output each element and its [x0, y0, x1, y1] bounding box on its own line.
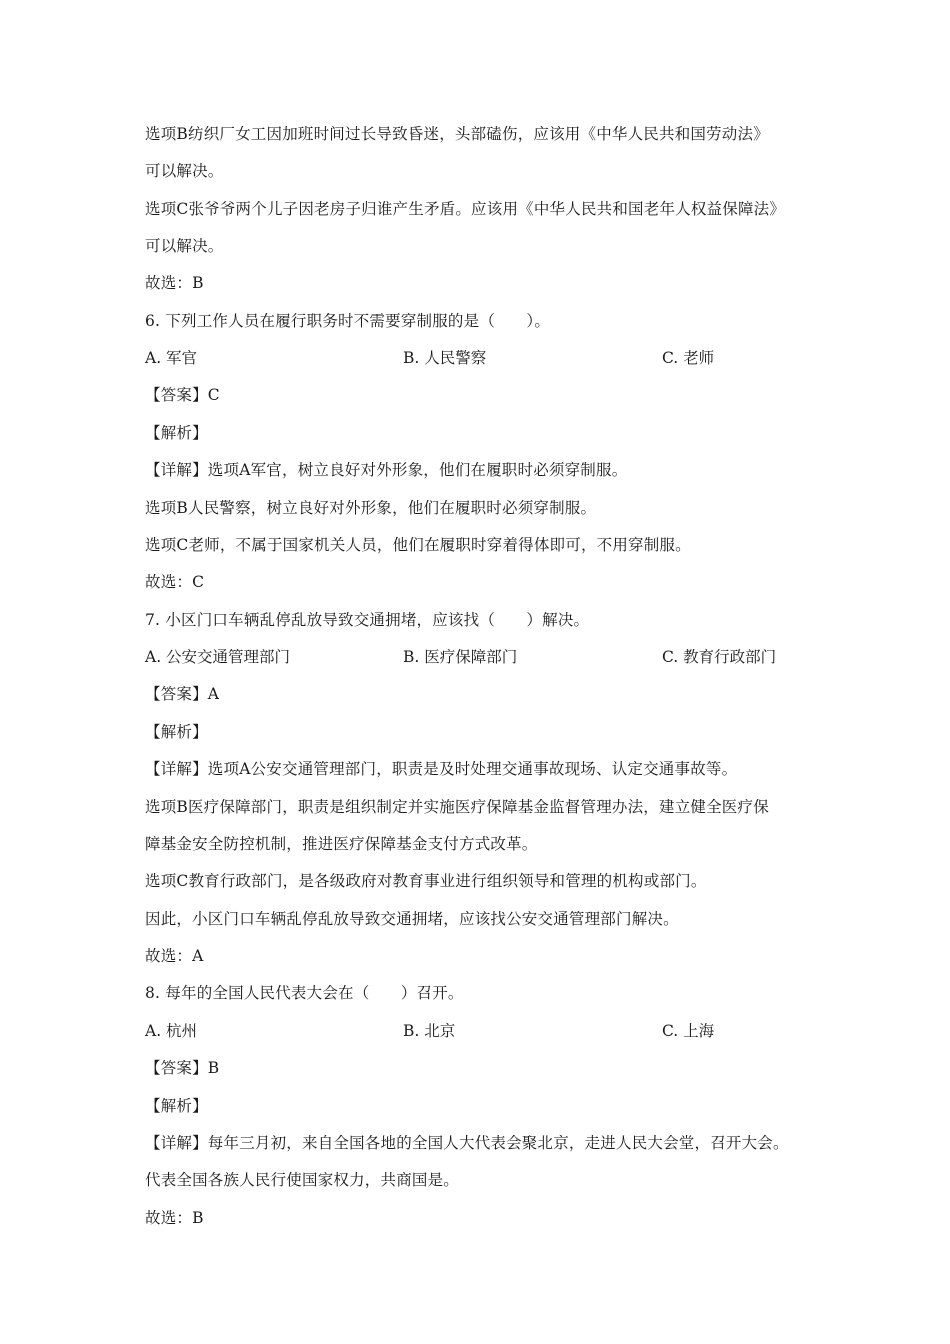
q8-choice: 故选：B: [145, 1209, 204, 1227]
q8-options: [145, 1020, 825, 1042]
q5-explanation-b-line2: 可以解决。: [145, 162, 224, 180]
q6-answer: 【答案】C: [145, 386, 220, 404]
q8-answer: 【答案】B: [145, 1059, 220, 1077]
q6-detail-a: 【详解】选项A军官，树立良好对外形象，他们在履职时必须穿制服。: [145, 461, 628, 479]
q5-explanation-c-line2: 可以解决。: [145, 237, 224, 255]
q7-choice: 故选：A: [145, 947, 204, 965]
q7-detail-b-line1: 选项B医疗保障部门，职责是组织制定并实施医疗保障基金监督管理办法，建立健全医疗保: [145, 798, 769, 816]
q5-explanation-c-line1: 选项C张爷爷两个儿子因老房子归谁产生矛盾。应该用《中华人民共和国老年人权益保障法》: [145, 200, 786, 218]
q6-analysis-heading: 【解析】: [145, 424, 208, 442]
q6-option-a: A. 军官: [145, 349, 198, 367]
q7-option-a: A. 公安交通管理部门: [145, 648, 291, 666]
q6-question: 6. 下列工作人员在履行职务时不需要穿制服的是（ ）。: [145, 312, 551, 330]
q5-choice: 故选：B: [145, 274, 204, 292]
q6-detail-b: 选项B人民警察，树立良好对外形象，他们在履职时必须穿制服。: [145, 499, 597, 517]
q8-option-b: B. 北京: [403, 1022, 456, 1040]
q8-question: 8. 每年的全国人民代表大会在（ ）召开。: [145, 984, 464, 1002]
q6-choice: 故选：C: [145, 573, 205, 591]
q7-detail-a: 【详解】选项A公安交通管理部门，职责是及时处理交通事故现场、认定交通事故等。: [145, 760, 738, 778]
q7-option-b: B. 医疗保障部门: [403, 648, 518, 666]
q8-option-a: A. 杭州: [145, 1022, 198, 1040]
q7-question: 7. 小区门口车辆乱停乱放导致交通拥堵，应该找（ ）解决。: [145, 611, 590, 629]
q7-answer: 【答案】A: [145, 685, 220, 703]
q8-option-c: C. 上海: [662, 1022, 715, 1040]
q5-explanation-b-line1: 选项B纺织厂女工因加班时间过长导致昏迷，头部磕伤，应该用《中华人民共和国劳动法》: [145, 125, 769, 143]
q6-detail-c: 选项C老师，不属于国家机关人员，他们在履职时穿着得体即可，不用穿制服。: [145, 536, 691, 554]
q8-analysis-heading: 【解析】: [145, 1097, 208, 1115]
q7-detail-c: 选项C教育行政部门，是各级政府对教育事业进行组织领导和管理的机构或部门。: [145, 872, 707, 890]
q7-detail-b-line2: 障基金安全防控机制，推进医疗保障基金支付方式改革。: [145, 835, 538, 853]
q8-detail-line1: 【详解】每年三月初，来自全国各地的全国人大代表会聚北京，走进人民大会堂，召开大会。: [145, 1134, 789, 1152]
q7-options: [145, 646, 825, 668]
q8-detail-line2: 代表全国各族人民行使国家权力，共商国是。: [145, 1171, 460, 1189]
q6-options: [145, 347, 825, 369]
q7-analysis-heading: 【解析】: [145, 723, 208, 741]
q6-option-b: B. 人民警察: [403, 349, 487, 367]
q7-option-c: C. 教育行政部门: [662, 648, 777, 666]
q6-option-c: C. 老师: [662, 349, 715, 367]
q7-conclusion: 因此，小区门口车辆乱停乱放导致交通拥堵，应该找公安交通管理部门解决。: [145, 910, 679, 928]
